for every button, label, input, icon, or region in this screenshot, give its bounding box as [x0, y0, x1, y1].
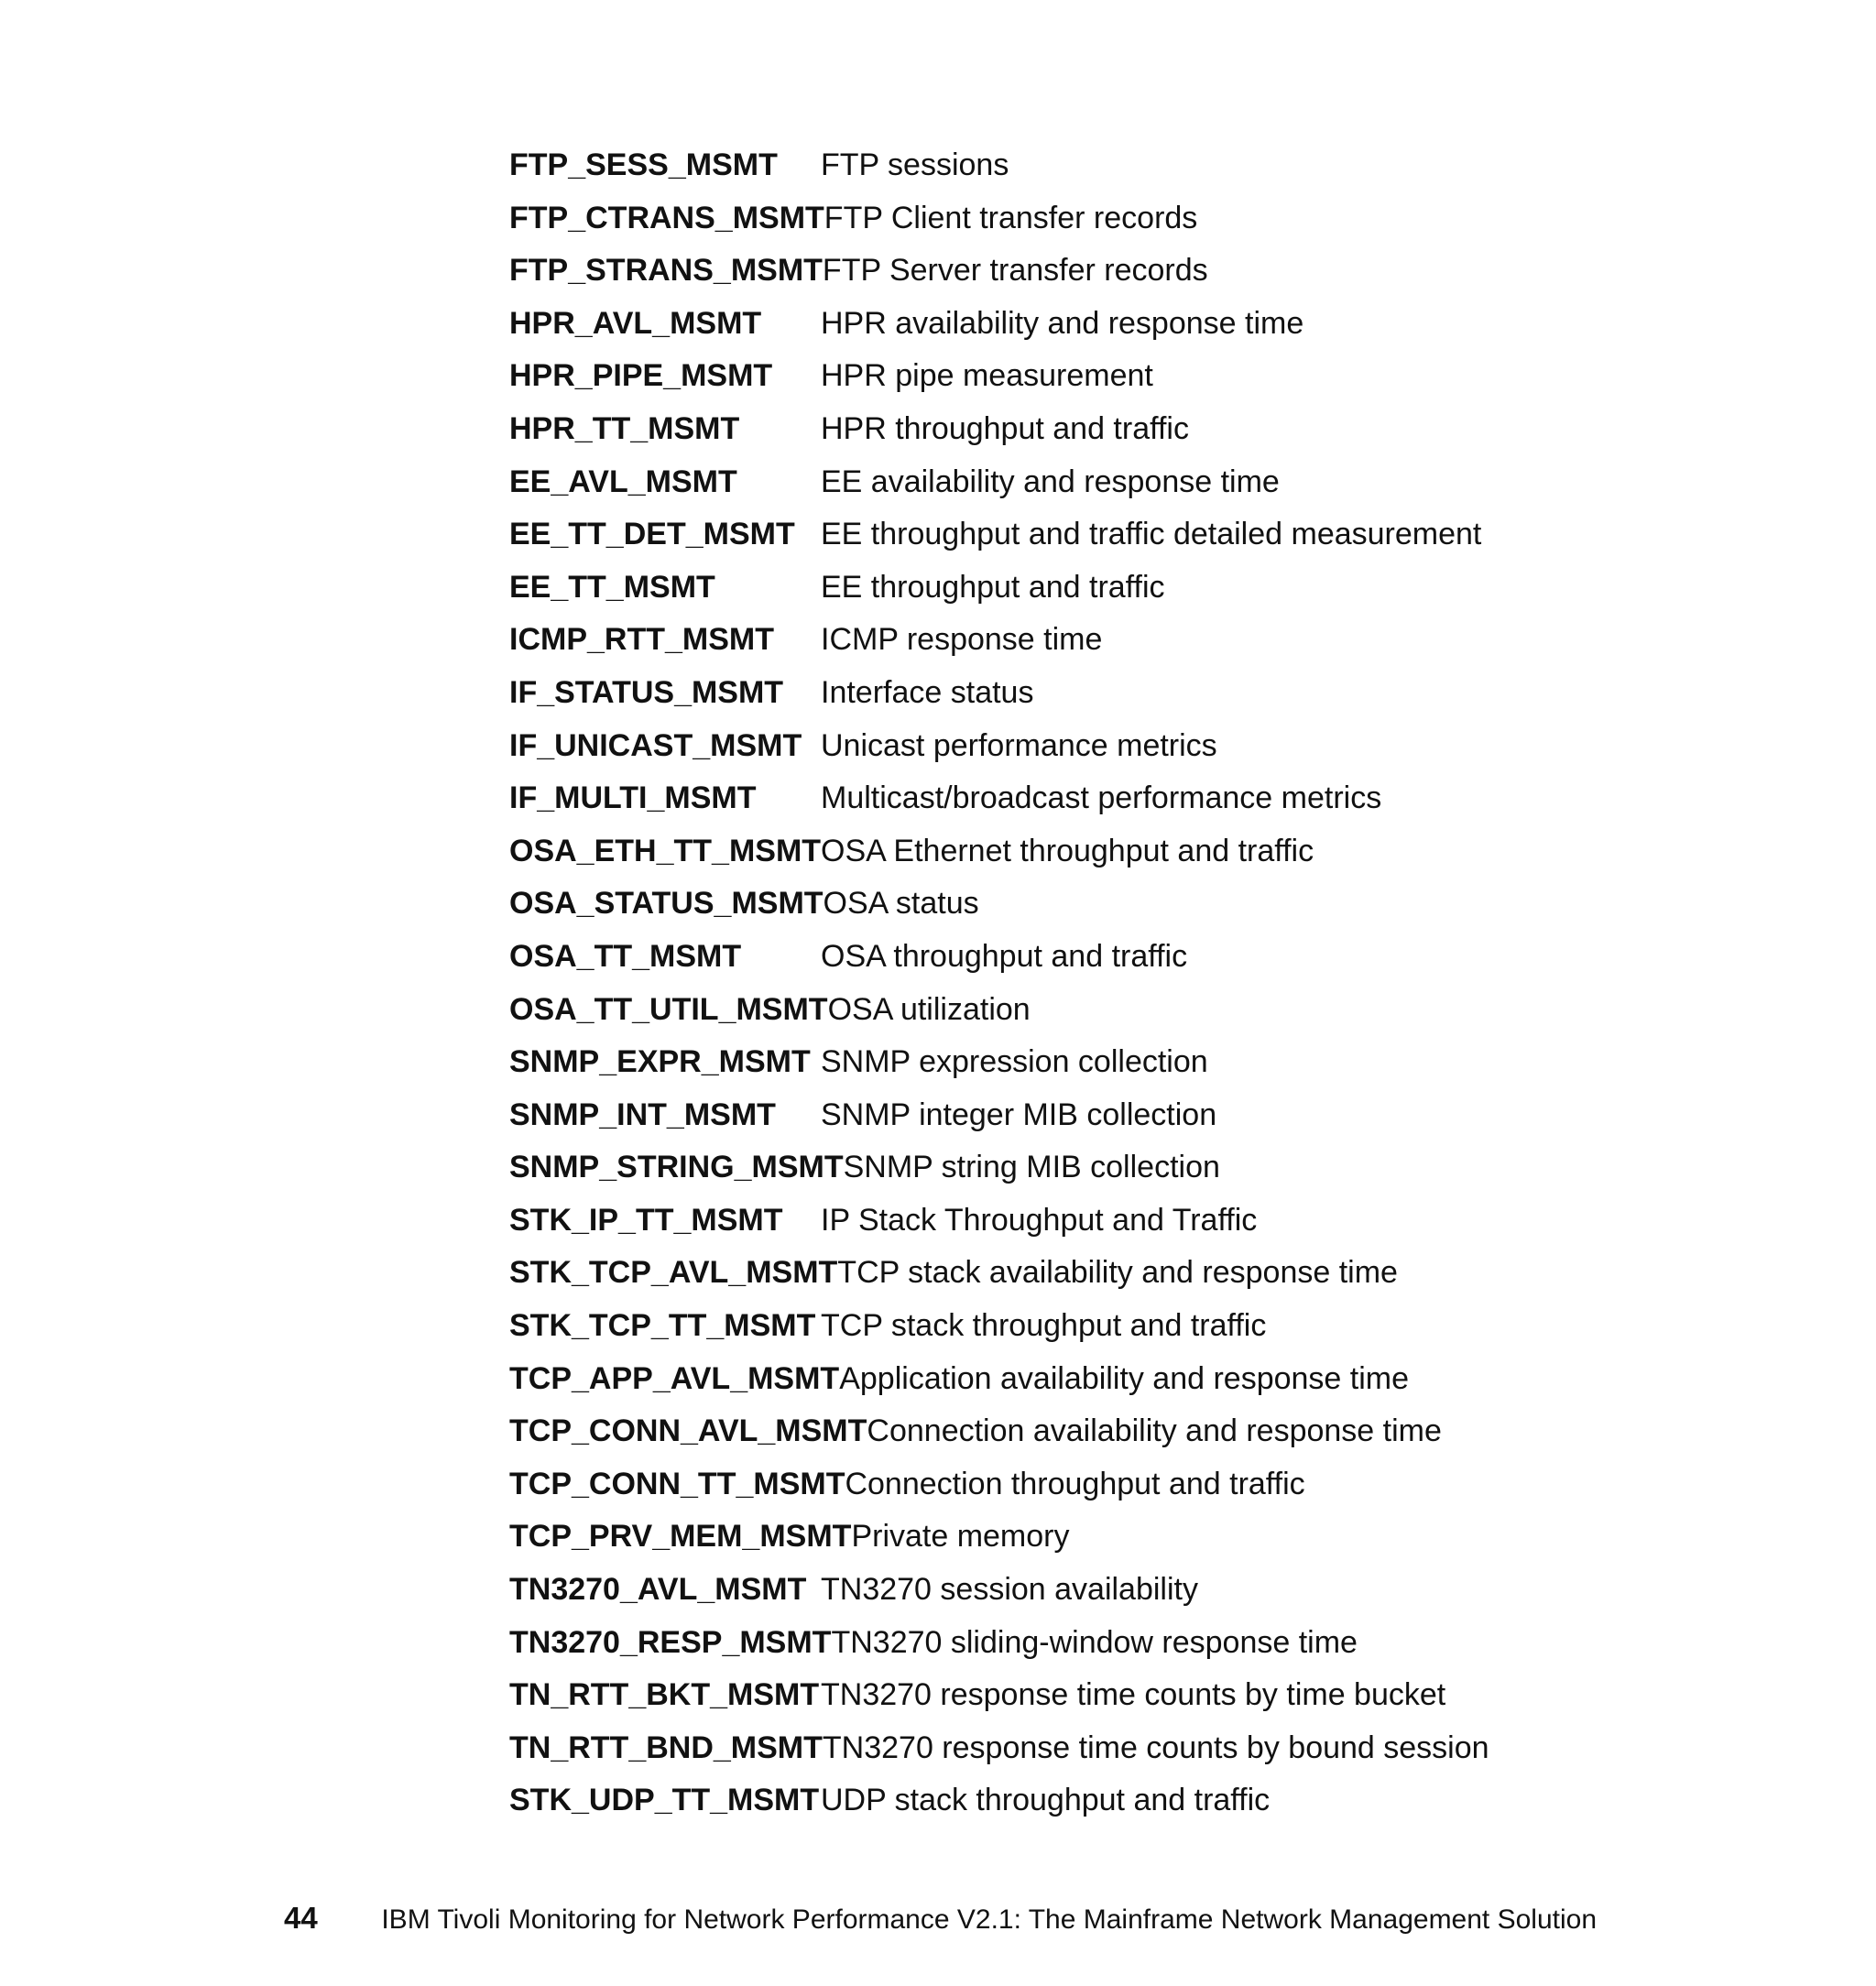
definition-description: FTP sessions — [821, 147, 1009, 182]
definition-description: TN3270 sliding-window response time — [831, 1624, 1358, 1660]
definition-term: STK_TCP_AVL_MSMT — [509, 1255, 838, 1291]
definition-description: IP Stack Throughput and Traffic — [821, 1202, 1258, 1238]
definition-term: IF_MULTI_MSMT — [509, 780, 757, 816]
definition-row — [509, 1356, 1609, 1409]
definition-description: EE availability and response time — [821, 464, 1280, 499]
page-number: 44 — [284, 1901, 318, 1935]
definition-row — [509, 1144, 1609, 1197]
definition-description: OSA throughput and traffic — [821, 938, 1188, 974]
definition-description: SNMP integer MIB collection — [821, 1097, 1217, 1132]
definition-row — [509, 300, 1609, 354]
definition-row — [509, 1461, 1609, 1514]
definition-term: FTP_SESS_MSMT — [509, 147, 778, 182]
definition-description: EE throughput and traffic detailed measurement — [821, 517, 1482, 552]
definition-row — [509, 353, 1609, 406]
definition-row — [509, 1303, 1609, 1356]
definition-term: SNMP_INT_MSMT — [509, 1097, 776, 1132]
footer-book-title: IBM Tivoli Monitoring for Network Performance V2.1: The Mainframe Network Management Solution — [381, 1904, 1598, 1935]
definition-description: TN3270 response time counts by bound session — [822, 1730, 1489, 1765]
definition-list — [509, 142, 1609, 1830]
definition-description: HPR throughput and traffic — [821, 410, 1189, 446]
definition-term: SNMP_STRING_MSMT — [509, 1150, 844, 1185]
definition-row — [509, 1725, 1609, 1778]
definition-term: IF_STATUS_MSMT — [509, 674, 784, 710]
definition-description: TCP stack availability and response time — [837, 1255, 1398, 1291]
definition-row — [509, 459, 1609, 512]
definition-description: TN3270 session availability — [821, 1572, 1198, 1608]
definition-term: HPR_TT_MSMT — [509, 410, 740, 446]
definition-description: UDP stack throughput and traffic — [821, 1783, 1271, 1818]
definition-term: TCP_APP_AVL_MSMT — [509, 1360, 840, 1396]
definition-description: TCP stack throughput and traffic — [821, 1308, 1267, 1344]
definition-description: Connection throughput and traffic — [845, 1466, 1305, 1501]
definition-description: TN3270 response time counts by time bucket — [821, 1677, 1446, 1713]
definition-row — [509, 617, 1609, 670]
definition-description: SNMP expression collection — [821, 1044, 1208, 1080]
definition-term: FTP_STRANS_MSMT — [509, 253, 823, 289]
definition-term: HPR_PIPE_MSMT — [509, 358, 773, 394]
definition-row — [509, 775, 1609, 828]
definition-term: TCP_CONN_AVL_MSMT — [509, 1413, 867, 1449]
definition-row — [509, 1092, 1609, 1145]
definition-row — [509, 1672, 1609, 1725]
definition-term: OSA_TT_MSMT — [509, 938, 742, 974]
definition-description: Interface status — [821, 674, 1034, 710]
definition-row — [509, 511, 1609, 564]
definition-term: STK_TCP_TT_MSMT — [509, 1308, 816, 1344]
definition-row — [509, 142, 1609, 195]
definition-description: HPR pipe measurement — [821, 358, 1153, 394]
definition-term: TN_RTT_BND_MSMT — [509, 1730, 823, 1765]
definition-term: HPR_AVL_MSMT — [509, 305, 762, 341]
definition-description: ICMP response time — [821, 622, 1103, 658]
definition-description: OSA utilization — [827, 991, 1031, 1027]
definition-row — [509, 1777, 1609, 1830]
definition-description: OSA Ethernet throughput and traffic — [821, 833, 1314, 868]
definition-row — [509, 1249, 1609, 1303]
definition-row — [509, 670, 1609, 723]
definition-row — [509, 880, 1609, 933]
definition-row — [509, 195, 1609, 248]
definition-row — [509, 406, 1609, 459]
definition-term: EE_TT_DET_MSMT — [509, 517, 795, 552]
definition-term: TN3270_AVL_MSMT — [509, 1572, 807, 1608]
definition-term: TCP_CONN_TT_MSMT — [509, 1466, 845, 1501]
definition-description: Private memory — [851, 1519, 1070, 1555]
definition-row — [509, 1408, 1609, 1461]
definition-term: SNMP_EXPR_MSMT — [509, 1044, 811, 1080]
definition-term: TN3270_RESP_MSMT — [509, 1624, 832, 1660]
definition-row — [509, 1039, 1609, 1092]
definition-row — [509, 1620, 1609, 1673]
definition-description: FTP Client transfer records — [823, 200, 1198, 235]
definition-row — [509, 1566, 1609, 1620]
definition-description: HPR availability and response time — [821, 305, 1304, 341]
definition-term: STK_IP_TT_MSMT — [509, 1202, 783, 1238]
definition-term: IF_UNICAST_MSMT — [509, 727, 802, 763]
page-footer — [284, 1900, 1597, 1938]
definition-description: Connection availability and response time — [867, 1413, 1442, 1449]
definition-description: OSA status — [823, 886, 979, 922]
definition-term: OSA_ETH_TT_MSMT — [509, 833, 822, 868]
definition-description: Application availability and response time — [839, 1360, 1410, 1396]
definition-term: EE_AVL_MSMT — [509, 464, 737, 499]
definition-term: OSA_TT_UTIL_MSMT — [509, 991, 828, 1027]
definition-description: SNMP string MIB collection — [843, 1150, 1220, 1185]
definition-term: EE_TT_MSMT — [509, 569, 715, 605]
definition-row — [509, 247, 1609, 300]
definition-row — [509, 987, 1609, 1040]
definition-row — [509, 828, 1609, 881]
definition-description: Unicast performance metrics — [821, 727, 1217, 763]
definition-term: TN_RTT_BKT_MSMT — [509, 1677, 820, 1713]
definition-description: EE throughput and traffic — [821, 569, 1165, 605]
definition-term: STK_UDP_TT_MSMT — [509, 1783, 820, 1818]
definition-row — [509, 1513, 1609, 1566]
definition-description: FTP Server transfer records — [822, 253, 1208, 289]
definition-row — [509, 933, 1609, 987]
definition-term: TCP_PRV_MEM_MSMT — [509, 1519, 852, 1555]
definition-row — [509, 564, 1609, 617]
definition-term: OSA_STATUS_MSMT — [509, 886, 823, 922]
definition-description: Multicast/broadcast performance metrics — [821, 780, 1382, 816]
definition-row — [509, 723, 1609, 776]
definition-term: FTP_CTRANS_MSMT — [509, 200, 824, 235]
definition-row — [509, 1197, 1609, 1250]
definition-term: ICMP_RTT_MSMT — [509, 622, 774, 658]
